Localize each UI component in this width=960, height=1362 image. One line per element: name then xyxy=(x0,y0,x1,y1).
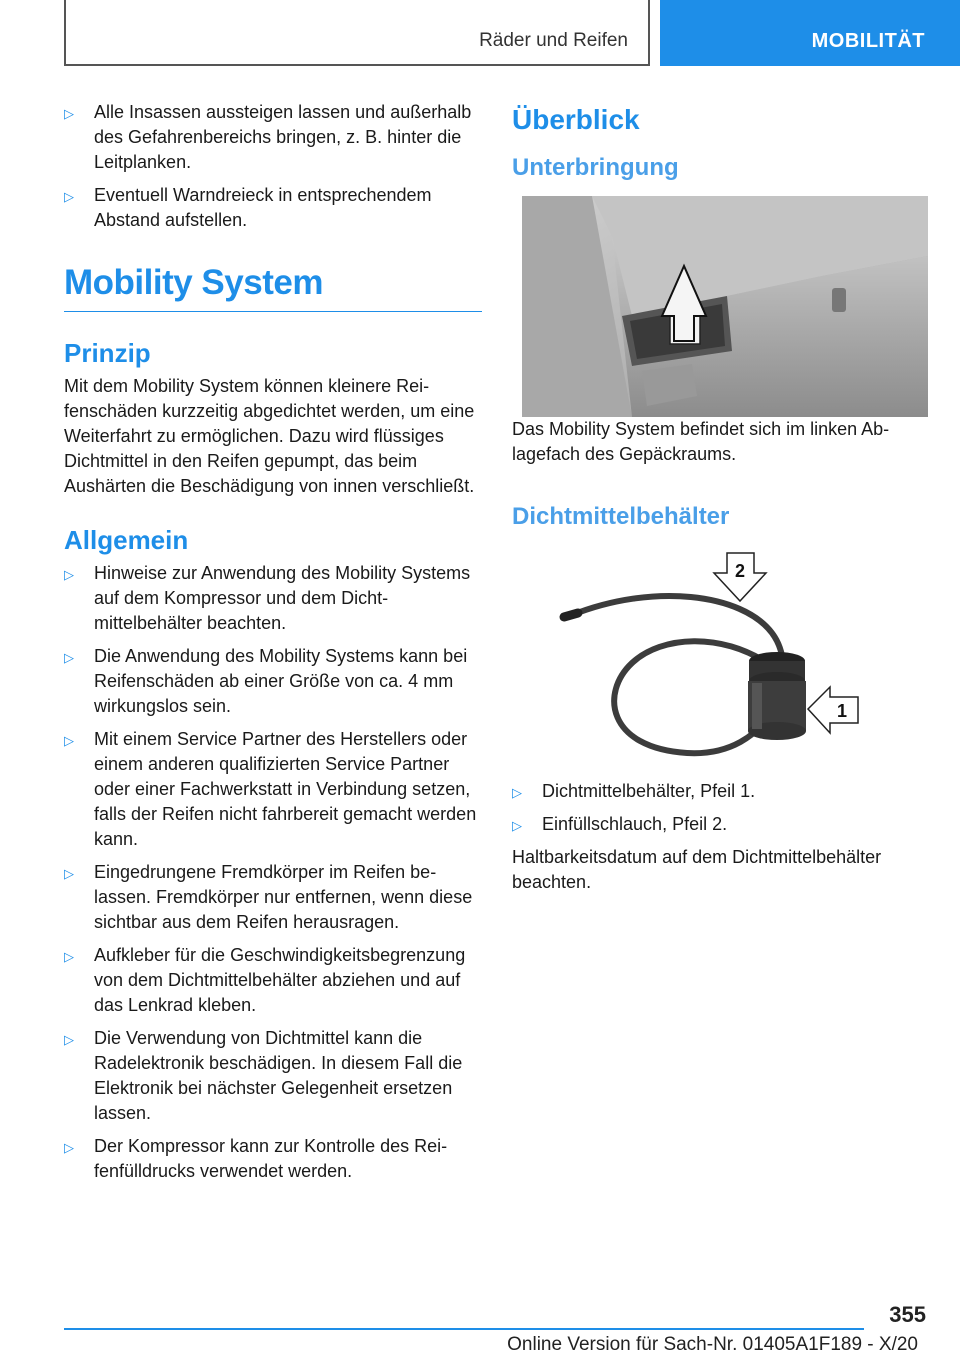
triangle-bullet-icon: ▷ xyxy=(64,650,74,665)
storage-caption: Das Mobility System befindet sich im linken Ablagefach des Gepäckraums. xyxy=(512,419,890,464)
prinzip-heading: Prinzip xyxy=(64,338,151,368)
right-column xyxy=(512,100,928,895)
triangle-bullet-icon: ▷ xyxy=(64,949,74,964)
left-column xyxy=(64,100,482,1192)
triangle-bullet-icon: ▷ xyxy=(512,785,522,800)
storage-heading: Unterbringung xyxy=(512,154,679,181)
list-item: ▷ Eventuell Warndreieck in entsprechendem Abstand aufstellen. xyxy=(64,185,432,230)
triangle-bullet-icon: ▷ xyxy=(64,189,74,204)
arrow-1-label: 1 xyxy=(836,701,848,721)
list-item: ▷ Dichtmittelbehälter, Pfeil 1. xyxy=(512,779,928,804)
trunk-storage-illustration xyxy=(522,196,928,417)
sealant-container-figure xyxy=(512,543,928,773)
list-item: ▷ Die Verwendung von Dichtmittel kann die Radelektronik beschädigen. In diesem Fall die Elektronik bei nächster Gelegenheit ersetzen lassen. xyxy=(64,1028,463,1123)
arrow-1-icon xyxy=(808,687,858,733)
list-item: ▷ Eingedrungene Fremdkörper im Reifen belassen. Fremdkörper nur entfernen, wenn diese sichtbar aus dem Reifen herausragen. xyxy=(64,862,473,932)
list-item: ▷ Hinweise zur Anwendung des Mobility Systems auf dem Kompressor und dem Dichtmittelbehälter beachten. xyxy=(64,563,471,633)
container-note: Haltbarkeitsdatum auf dem Dichtmittelbehälter beachten. xyxy=(512,847,882,892)
triangle-bullet-icon: ▷ xyxy=(64,1140,74,1155)
footer-version-text: Online Version für Sach-Nr. 01405A1F189 - X/20 xyxy=(507,1334,918,1355)
triangle-bullet-icon: ▷ xyxy=(64,733,74,748)
triangle-bullet-icon: ▷ xyxy=(512,818,522,833)
overview-heading: Überblick xyxy=(512,104,640,135)
triangle-bullet-icon: ▷ xyxy=(64,1032,74,1047)
allgemein-bullet-list xyxy=(64,561,482,1184)
prinzip-text: Mit dem Mobility System können kleinere Reifenschäden kurzzeitig abgedichtet werden, um eine Weiterfahrt zu ermöglichen. Dazu wird flüssiges Dichtmittel in den Reifen gepumpt, das beim Aushärten die Beschädigung von innen verschließt. xyxy=(64,376,475,496)
page-number: 355 xyxy=(889,1302,926,1327)
triangle-bullet-icon: ▷ xyxy=(64,567,74,582)
container-heading: Dichtmittelbehälter xyxy=(512,503,730,530)
intro-bullet-list xyxy=(64,100,482,233)
header-frame xyxy=(64,0,650,66)
list-item: ▷ Einfüllschlauch, Pfeil 2. xyxy=(512,812,928,837)
page-title: Mobility System xyxy=(64,263,482,312)
list-item: ▷ Alle Insassen aussteigen lassen und außerhalb des Gefahrenbereichs bringen, z. B. hinter die Leitplanken. xyxy=(64,102,472,172)
trunk-storage-photo xyxy=(522,196,928,417)
list-item: ▷ Aufkleber für die Geschwindigkeitsbegrenzung von dem Dichtmittelbehälter abziehen und auf das Lenkrad kleben. xyxy=(64,945,466,1015)
header-section-title: Räder und Reifen xyxy=(479,30,628,51)
list-item: ▷ Die Anwendung des Mobility Systems kann bei Reifenschäden ab einer Größe von ca. 4 mm wirkungslos sein. xyxy=(64,646,468,716)
header-chapter-tab xyxy=(660,0,960,66)
footer-divider xyxy=(64,1328,864,1330)
sealant-container-illustration xyxy=(512,543,928,773)
allgemein-heading: Allgemein xyxy=(64,525,189,555)
arrow-2-label: 2 xyxy=(734,561,746,581)
container-bullet-list xyxy=(512,779,928,837)
triangle-bullet-icon: ▷ xyxy=(64,866,74,881)
list-item: ▷ Mit einem Service Partner des Herstellers oder einem anderen qualifizierten Service Partner oder einer Fachwerkstatt in Verbindung setzen, falls der Reifen nicht fahrbereit gemacht werden kann. xyxy=(64,729,477,849)
list-item: ▷ Der Kompressor kann zur Kontrolle des Reifenfülldrucks verwendet werden. xyxy=(64,1136,448,1181)
triangle-bullet-icon: ▷ xyxy=(64,106,74,121)
header-chapter-label: MOBILITÄT xyxy=(811,30,925,52)
